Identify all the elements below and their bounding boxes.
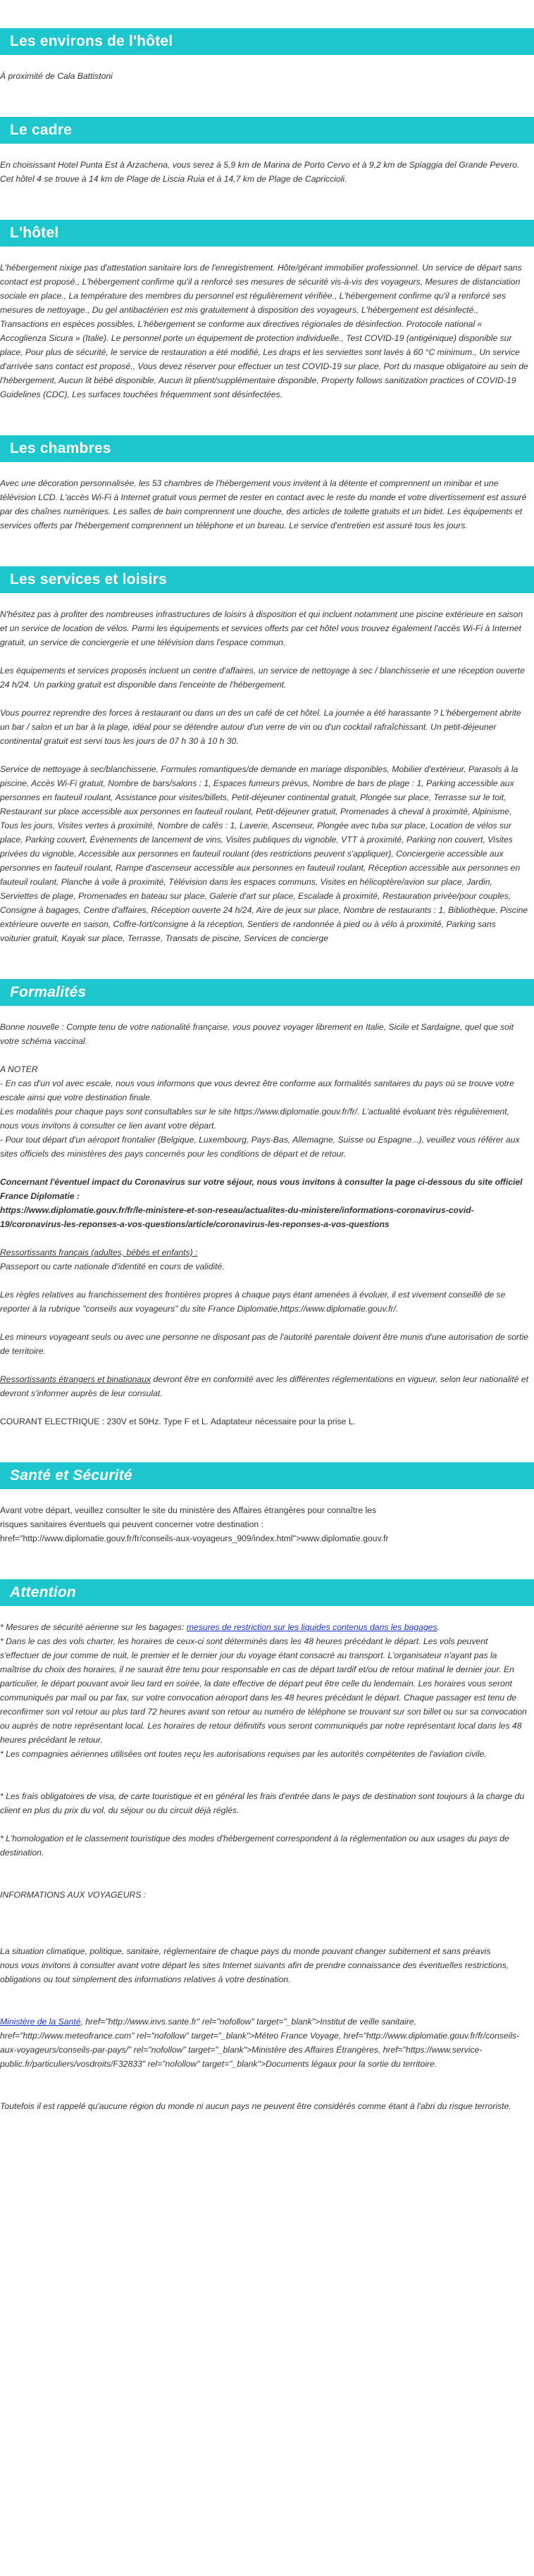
situation-text: La situation climatique, politique, sanitaire, réglementaire de chaque pays du monde pouvant changer subitement et sans préavis [0, 1946, 491, 1956]
section-title-services: Les services et loisirs [0, 566, 534, 593]
compagnies-text: * Les compagnies aériennes utilisées ont toutes reçu les autorisations requises par les autorités compétentes de l'aviation civile. [0, 1749, 487, 1759]
ressortissants-fr-block [0, 1245, 528, 1274]
services-paragraph: Les équipements et services proposés incluent un centre d'affaires, un service de nettoyage à sec / blanchisserie et une réception ouverte 24 h/24. Un parking gratuit est disponible dans l'enceinte de l'hébergement. [0, 666, 525, 690]
ministere-rest: , href="http://www.invs.sante.fr" rel="nofollow" target="_blank">Institut de veille sanitaire, href="http://www.meteofrance.com" rel="nofollow" target="_blank">Méteo France Voyage, href="http://www.diplomatie.gouv.fr/fr/conseils-aux-voyageurs/conseils-par-pays/" rel="nofollow" target="_blank">Ministère des Affaires Étrangères, href="https://www.service-public.fr/particuliers/vosdroits/F32833" rel="nofollow" target="_blank">Documents légaux pour la sortie du territoire. [0, 2017, 520, 2069]
ministere-link[interactable]: Ministère de la Santé [0, 2017, 81, 2027]
section-title-chambres: Les chambres [0, 435, 534, 462]
section-environs [0, 28, 534, 83]
corona-link[interactable]: https://www.diplomatie.gouv.fr/fr/le-ministere-et-son-reseau/actualites-du-ministere/informations-coronavirus-covid-19/coronavirus-les-reponses-a-vos-questions/article/coronavirus-les-reponses-a-vos-questions [0, 1205, 474, 1229]
mineurs-text: Les mineurs voyageant seuls ou avec une personne ne disposant pas de l'autorité parentale doivent être munis d'une autorisation de sortie de territoire. [0, 1332, 528, 1356]
homologation-text: * L'homologation et le classement touristique des modes d'hébergement correspondent à la réglementation ou aux usages du pays de destination. [0, 1834, 509, 1858]
services-paragraph: N'hésitez pas à profiter des nombreuses infrastructures de loisirs à disposition et qui incluent notamment une piscine extérieure en saison et un service de location de vélos. Parmi les équipements et services offerts par cet hôtel vous trouvez également l'accès Wi-Fi à Internet gratuit, un service de conciergerie et une télévision dans l'espace commun. [0, 609, 523, 647]
section-title-sante: Santé et Sécurité [0, 1462, 534, 1489]
section-title-hotel: L'hôtel [0, 220, 534, 247]
chambres-text: Avec une décoration personnalisée, les 53 chambres de l'hébergement vous invitent à la détente et comprennent un minibar et une télévision LCD. L'accès Wi-Fi à Internet gratuit vous permet de rester en contact avec le reste du monde et votre divertissement est assuré par des chaînes numériques. Les salles de bain comprennent une douche, des articles de toilette gratuits et un bidet. Les équipements et services offerts par l'hébergement comprennent un téléphone et un bureau. Le service d'entretien est assuré tous les jours. [0, 478, 527, 530]
section-title-attention: Attention [0, 1579, 534, 1606]
section-title-environs: Les environs de l'hôtel [0, 28, 534, 55]
anoter-line: Les modalités pour chaque pays sont consultables sur le site https://www.diplomatie.gouv.fr/fr/. L'actualité évoluant très régulièrement, nous vous invitons à consulter ce lien avant votre départ. [0, 1107, 509, 1131]
anoter-title: A NOTER [0, 1064, 38, 1074]
environs-text: À proximité de Cala Battistoni [0, 71, 113, 81]
ressortissants-fr-text: Passeport ou carte nationale d'identité en cours de validité. [0, 1262, 225, 1271]
invite-text: nous vous invitons à consulter avant votre départ les sites Internet suivants afin de prendre connaissance des éventuelles restrictions, obligations ou tout simplement des informations relatives à votre destination. [0, 1960, 509, 1984]
anoter-line: - Pour tout départ d'un aéroport frontalier (Belgique, Luxembourg, Pays-Bas, Allemagne, Suisse ou Espagne...), veuillez vous référer aux sites officiels des ministères des pays concernés pour les conditions de départ et de retour. [0, 1135, 520, 1159]
infos-title: INFORMATIONS AUX VOYAGEURS : [0, 1890, 147, 1900]
bagages-link[interactable]: mesures de restriction sur les liquides contenus dans les bagages [186, 1622, 437, 1632]
frontieres-text: Les règles relatives au franchissement des frontières propres à chaque pays étant amenées à évoluer, il est vivement conseillé de se reporter à la rubrique "conseils aux voyageurs" du site France Diplomatie,https://www.diplomatie.gouv.fr/. [0, 1290, 506, 1314]
etrangers-block [0, 1372, 528, 1400]
section-services [0, 566, 534, 945]
section-cadre [0, 117, 534, 186]
section-sante [0, 1462, 534, 1545]
etrangers-label: Ressortissants étrangers et binationaux [0, 1374, 151, 1384]
corona-title: Concernant l'éventuel impact du Coronavirus sur votre séjour, nous vous invitons à consulter la page ci-dessous du site officiel France Diplomatie : [0, 1177, 523, 1201]
hotel-text: L'hébergement nixige pas d'attestation sanitaire lors de l'enregistrement. Hôte/gérant immobilier professionnel. Un service de départ sans contact est proposé., L'hébergement confirme qu'il a renforcé ses mesures de sécurité vis-à-vis des voyageurs, Mesures de distanciation sociale en place., La température des membres du personnel est régulièrement vérifiée., L'hébergement confirme qu'il a renforcé ses mesures de nettoyage., Du gel antibactérien est mis gratuitement à disposition des voyageurs, L'hébergement est désinfecté., Transactions en espèces possibles, L'hébergement se conforme aux directives régionales de désinfection. Protocole national « Accoglienza Sicura » (Italie). Le personnel porte un équipement de protection individuelle., Test COVID-19 (antigénique) disponible sur place, Pour plus de sécurité, le service de restauration a été modifié, Les draps et les serviettes sont lavés à 60 °C minimum., Un service d'arrivée sans contact est proposé., Vous devez réserver pour effectuer un test COVID-19 sur place, Port du masque obligatoire au sein de l'hébergement, Aucun lit bébé disponible, Aucun lit plient/supplémentaire disponible, Property follows sanitization practices of COVID-19 Guidelines (CDC), Les surfaces touchées fréquemment sont désinfectées. [0, 263, 528, 399]
services-paragraph: Service de nettoyage à sec/blanchisserie, Formules romantiques/de demande en mariage disponibles, Mobilier d'extérieur, Parasols à la piscine, Accès Wi-Fi gratuit, Nombre de bars/salons : 1, Espaces fumeurs prévus, Nombre de bars de plage : 1, Parking accessible aux personnes en fauteuil roulant, Assistance pour visites/billets, Petit-déjeuner continental gratuit, Plongée sur place, Terrasse sur le toit, Restaurant sur place accessible aux personnes en fauteuil roulant, Petit-déjeuner gratuit, Promenades à cheval à proximité, Alpinisme, Tous les jours, Visites vertes à proximité, Nombre de cafés : 1, Laverie, Ascenseur, Plongée avec tuba sur place, Location de vélos sur place, Parking couvert, Événements de lancement de vins, Visites publiques du vignoble, VTT à proximité, Parking non couvert, Visites privées du vignoble, Accessible aux personnes en fauteuil roulant (des restrictions peuvent s'appliquer), Conciergerie accessible aux personnes en fauteuil roulant, Rampe d'ascenseur accessible aux personnes en fauteuil roulant, Réception accessible aux personnes en fauteuil roulant, Planche à voile à proximité, Télévision dans les espaces communs, Visites en hélicoptère/avion sur place, Jardin, Serviettes de plage, Promenades en bateau sur place, Galerie d'art sur place, Escalade à proximité, Restauration privée/pour couples, Consigne à bagages, Centre d'affaires, Réception ouverte 24 h/24, Aire de jeux sur place, Nombre de restaurants : 1, Bibliothèque, Piscine extérieure ouverte en saison, Coffre-fort/consigne à la réception, Sentiers de randonnée à pied ou à vélo à proximité, Parking sans voiturier gratuit, Kayak sur place, Terrasse, Transats de piscine, Services de concierge [0, 764, 528, 943]
ministere-block [0, 2015, 528, 2071]
bagages-suffix: . [437, 1622, 440, 1632]
section-title-cadre: Le cadre [0, 117, 534, 144]
toutefois-text: Toutefois il est rappelé qu'aucune région du monde ni aucun pays ne peuvent être considérés comme étant à l'abri du risque terroriste. [0, 2101, 511, 2111]
courant-text: COURANT ELECTRIQUE : 230V et 50Hz. Type F et L. Adaptateur nécessaire pour la prise L. [0, 1417, 356, 1426]
section-title-formalites: Formalités [0, 979, 534, 1006]
anoter-block [0, 1062, 528, 1161]
formalites-intro: Bonne nouvelle : Compte tenu de votre nationalité française, vous pouvez voyager librement en Italie, Sicile et Sardaigne, quel que soit votre schéma vaccinal. [0, 1022, 514, 1046]
bagages-line [0, 1620, 528, 1634]
anoter-line: - En cas d'un vol avec escale, nous vous informons que vous devrez être conforme aux formalités sanitaires du pays où se trouve votre escale ainsi que votre destination finale. [0, 1078, 514, 1102]
sante-text: Avant votre départ, veuillez consulter le site du ministère des Affaires étrangères pour connaître les risques sanitaires éventuels qui peuvent concerner votre destination : href="http://www.diplomatie.gouv.fr/fr/conseils-aux-voyageurs_909/index.html">www.diplomatie.gouv.fr [0, 1505, 389, 1543]
services-paragraph: Vous pourrez reprendre des forces à restaurant ou dans un des un café de cet hôtel. La journée a été harassante ? L'hébergement abrite un bar / salon et un bar à la plage, idéal pour se détendre autour d'un verre de vin ou d'un cocktail rafraîchissant. Un petit-déjeuner continental gratuit est servi tous les jours de 07 h 30 à 10 h 30. [0, 708, 521, 746]
ressortissants-fr-label: Ressortissants français (adultes, bébés et enfants) : [0, 1247, 198, 1257]
cadre-text: En choisissant Hotel Punta Est à Arzachena, vous serez à 5,9 km de Marina de Porto Cervo et à 9,2 km de Spiaggia del Grande Pevero. Cet hôtel 4 se trouve à 14 km de Plage de Liscia Ruia et à 14,7 km de Plage de Capriccioli. [0, 160, 520, 184]
frais-text: * Les frais obligatoires de visa, de carte touristique et en général les frais d'entrée dans le pays de destination sont toujours à la charge du client en plus du prix du vol, du séjour ou du circuit déjà réglés. [0, 1791, 525, 1815]
section-hotel [0, 220, 534, 402]
section-chambres [0, 435, 534, 533]
section-formalites [0, 979, 534, 1429]
etrangers-text: devront être en conformité avec les différentes réglementations en vigueur, selon leur nationalité et devront s'informer auprès de leur consulat. [0, 1374, 528, 1398]
corona-block [0, 1175, 528, 1231]
bagages-prefix: * Mesures de sécurité aérienne sur les bagages: [0, 1622, 187, 1632]
section-attention [0, 1579, 534, 2113]
charters-text: * Dans le cas des vols charter, les horaires de ceux-ci sont déterminés dans les 48 heures précédant le départ. Les vols peuvent s'effectuer de jour comme de nuit, le premier et le dernier jour du voyage étant consacré au transport. L'organisateur n'ayant pas la maîtrise du choix des horaires, il ne saurait être tenu pour responsable en cas de départ tardif et/ou de retour matinal le dernier jour. En particulier, le départ pouvant avoir lieu tard en soirée, la date effective de départ peut être celle du lendemain. Les horaires vous seront communiqués par mail ou par fax, sur votre convocation aéroport dans les 48 heures précédant le départ. Chaque passager est tenu de reconfirmer son vol retour au plus tard 72 heures avant son retour au numéro de téléphone se trouvant sur son billet ou sur sa convocation ou auprès de notre représentant local. Les horaires de retour définitifs vous seront communiqués par notre représentant local dans les 48 heures précédant le retour. [0, 1636, 527, 1745]
